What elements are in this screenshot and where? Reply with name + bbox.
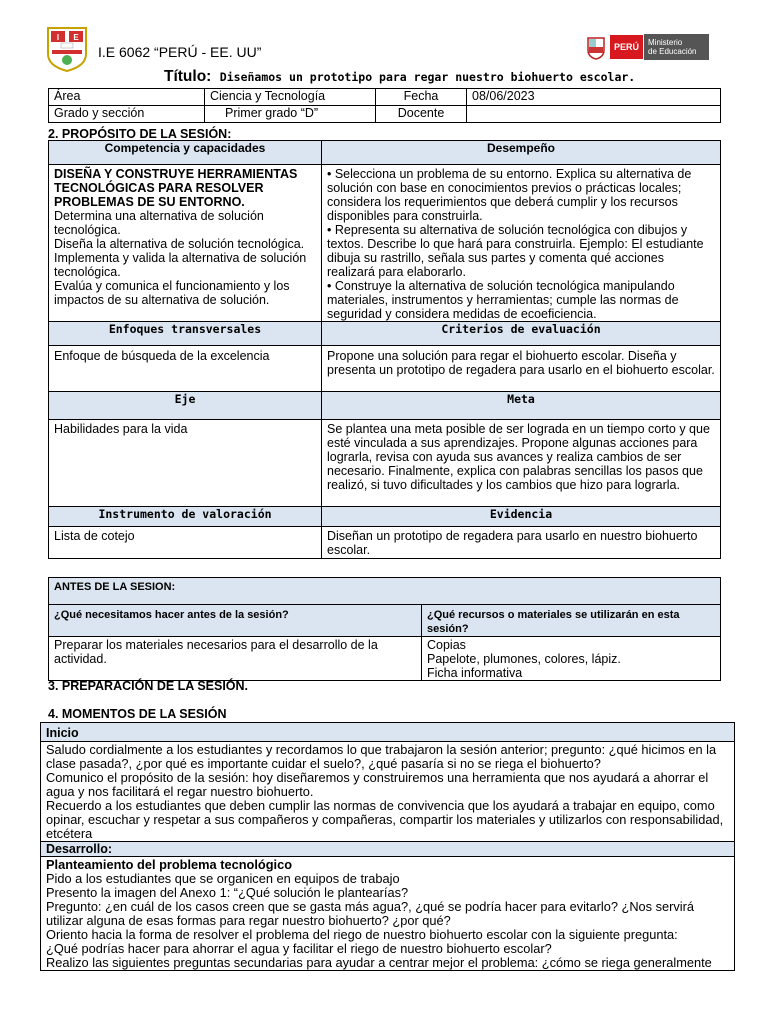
eje-header: Eje (49, 392, 322, 420)
desempeno-item: • Representa su alternativa de solución tecnológica con dibujos y textos. Describe lo que hará para construirla. Ejemplo: El estudiante dibuja su rastrillo, señala sus partes y comenta qué acciones realizará para elaborarlo. (327, 223, 704, 279)
preparacion-heading: 3. PREPARACIÓN DE LA SESIÓN. (48, 679, 249, 693)
competencia-cell (49, 165, 322, 322)
inicio-paragraph: Saludo cordialmente a los estudiantes y recordamos lo que trabajaron la sesión anterior; pregunto: ¿qué hicimos en la clase pasada?, ¿por qué es importante cuidar el suelo?, ¿qué pasaría si no se riega el biohuerto? (46, 742, 717, 771)
desarrollo-paragraph: ¿Qué podrías hacer para ahorrar el agua y facilitar el riego de nuestro biohuerto escolar? (46, 941, 552, 956)
inicio-header: Inicio (41, 723, 735, 742)
momentos-heading: 4. MOMENTOS DE LA SESIÓN (48, 707, 227, 721)
grado-value: Primer grado “D” (205, 106, 376, 123)
desarrollo-cell (41, 857, 735, 971)
competencia-header: Competencia y capacidades (49, 141, 322, 165)
ministry-name (644, 34, 708, 60)
desempeno-header: Desempeño (322, 141, 721, 165)
desempeno-item: • Construye la alternativa de solución tecnológica manipulando materiales, instrumentos y herramientas; cumple las normas de seguridad y considera medidas de ecoeficiencia. (327, 279, 679, 321)
evidencia-header: Evidencia (322, 507, 721, 527)
inicio-paragraph: Recuerdo a los estudiantes que deben cumplir las normas de convivencia que los ayudará a trabajar en equipo, como opinar, escuchar y respetar a sus compañeros y compañeras, compartir los materiales y utilizarlos con responsabilidad, etcétera (46, 798, 724, 841)
ministry-line-2: de Educación (648, 47, 697, 56)
inicio-paragraph: Comunico el propósito de la sesión: hoy diseñaremos y construiremos una herramienta que nos ayudará a ahorrar el agua y nos facilitará el regar nuestro biohuerto. (46, 770, 709, 799)
logo-letter-e: E (73, 33, 79, 42)
capacidad-item: Determina una alternativa de solución tecnológica. (54, 209, 264, 237)
evidencia-value: Diseñan un prototipo de regadera para usarlo en nuestro biohuerto escolar. (322, 527, 721, 559)
desarrollo-paragraph: Pregunto: ¿en cuál de los casos creen que se gasta más agua?, ¿qué se podría hacer para evitarlo? ¿Nos servirá utilizar alguna de esas formas para regar nuestro biohuerto? ¿por qué? (46, 899, 695, 928)
docente-label: Docente (376, 106, 467, 123)
recurso-item: Papelote, plumones, colores, lápiz. (427, 652, 621, 666)
capacidad-item: Implementa y valida la alternativa de solución tecnológica. (54, 251, 307, 279)
desarrollo-header: Desarrollo: (41, 842, 735, 857)
recurso-item: Copias (427, 638, 466, 652)
recurso-item: Ficha informativa (427, 666, 523, 680)
title-label: Título: (164, 68, 212, 85)
ministry-logo (584, 34, 730, 60)
logo-letter-i: I (56, 33, 60, 42)
antes-q1: ¿Qué necesitamos hacer antes de la sesión? (49, 605, 422, 637)
area-value: Ciencia y Tecnología (205, 89, 376, 106)
desarrollo-paragraph: Pido a los estudiantes que se organicen en equipos de trabajo (46, 871, 400, 886)
criterio-value: Propone una solución para regar el biohuerto escolar. Diseña y presenta un prototipo de regadera para usarlo en el biohuerto escolar. (322, 346, 721, 392)
eje-value: Habilidades para la vida (49, 420, 322, 507)
desempeno-item: • Selecciona un problema de su entorno. Explica su alternativa de solución con base en conocimientos previos o prácticas locales; considera los requerimientos que deberá cumplir y los recursos disponibles para construirla. (327, 167, 692, 223)
antes-a1: Preparar los materiales necesarios para el desarrollo de la actividad. (49, 637, 422, 681)
instrumento-value: Lista de cotejo (49, 527, 322, 559)
docente-value (467, 106, 721, 123)
inicio-cell (41, 742, 735, 842)
capacidad-item: Diseña la alternativa de solución tecnológica. (54, 237, 305, 251)
enfoque-value: Enfoque de búsqueda de la excelencia (49, 346, 322, 392)
desarrollo-paragraph: Realizo las siguientes preguntas secundarias para ayudar a centrar mejor el problema: ¿cómo se riega generalmente (46, 956, 712, 970)
coat-of-arms-icon (584, 34, 608, 60)
fecha-label: Fecha (376, 89, 467, 106)
meta-value: Se plantea una meta posible de ser lograda en un tiempo corto y que esté vinculada a sus aprendizajes. Propone algunas acciones para lograrla, revisa con ayuda sus avances y realiza cambios de ser necesario. Finalmente, explica con palabras sencillas los pasos que realizó, si tuvo dificultades y los cambios que hizo para lograrla. (322, 420, 721, 507)
instrumento-header: Instrumento de valoración (49, 507, 322, 527)
area-label: Área (49, 89, 205, 106)
competencia-title: DISEÑA Y CONSTRUYE HERRAMIENTAS TECNOLÓGICAS PARA RESOLVER PROBLEMAS DE SU ENTORNO. (54, 167, 298, 209)
desarrollo-paragraph: Presento la imagen del Anexo 1: “¿Qué solución le plantearías? (46, 885, 409, 900)
fecha-value: 08/06/2023 (467, 89, 721, 106)
info-table (48, 88, 721, 123)
session-title (164, 68, 635, 86)
capacidad-item: Evalúa y comunica el funcionamiento y los impactos de su alternativa de solución. (54, 279, 290, 307)
title-text: Diseñamos un prototipo para regar nuestro biohuerto escolar. (219, 70, 636, 84)
proposito-table (48, 140, 721, 559)
ministry-country: PERÚ (610, 35, 643, 59)
antes-a2 (422, 637, 721, 681)
antes-q2: ¿Qué recursos o materiales se utilizarán en esta sesión? (422, 605, 721, 637)
desempeno-cell (322, 165, 721, 322)
proposito-heading: 2. PROPÓSITO DE LA SESIÓN: (48, 127, 232, 141)
school-name: I.E 6062 “PERÚ - EE. UU” (98, 44, 262, 60)
grado-label: Grado y sección (49, 106, 205, 123)
antes-table (48, 577, 721, 681)
enfoques-header: Enfoques transversales (49, 322, 322, 346)
antes-heading: ANTES DE LA SESION: (49, 578, 721, 605)
school-logo (46, 26, 88, 72)
desarrollo-paragraph: Oriento hacia la forma de resolver el problema del riego de nuestro biohuerto escolar con la siguiente pregunta: (46, 927, 678, 942)
desarrollo-title: Planteamiento del problema tecnológico (46, 857, 293, 872)
criterios-header: Criterios de evaluación (322, 322, 721, 346)
meta-header: Meta (322, 392, 721, 420)
ministry-line-1: Ministerio (648, 38, 683, 47)
momentos-table (40, 722, 735, 971)
